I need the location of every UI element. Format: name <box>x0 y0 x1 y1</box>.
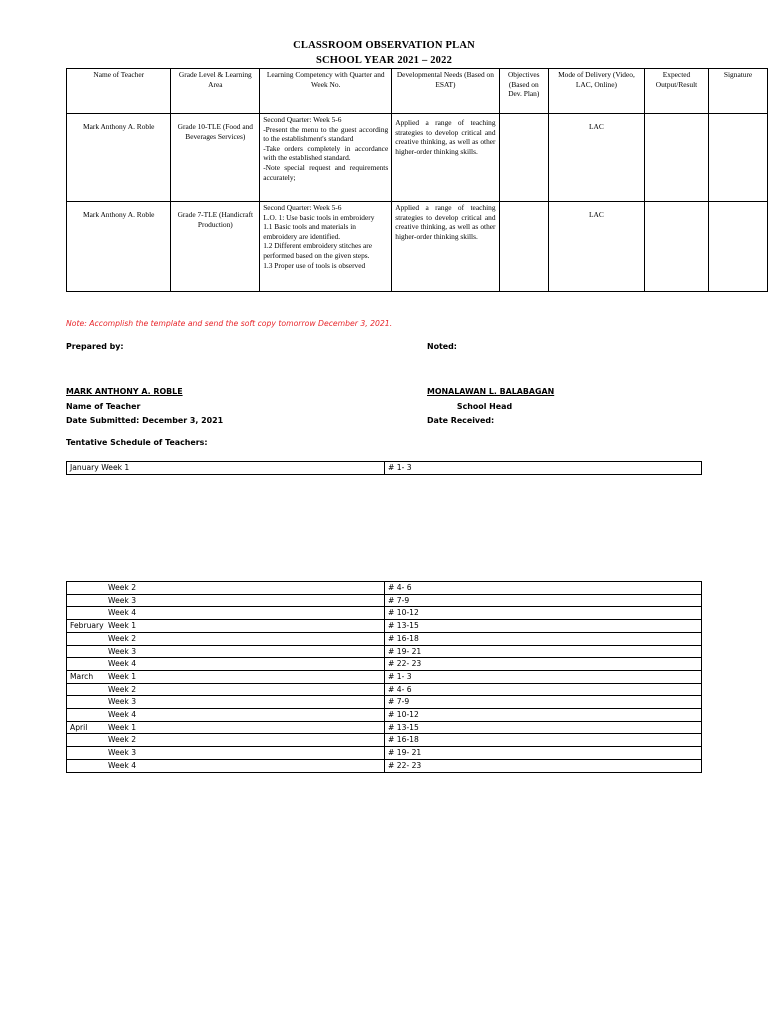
schedule-week: Week 2 <box>108 735 137 745</box>
schedule-row <box>67 462 702 475</box>
competency-line: -Take orders completely in accordance with the established standard. <box>263 143 389 163</box>
competency-cell <box>260 202 392 292</box>
column-header: Developmental Needs (Based on ESAT) <box>392 69 499 114</box>
teacher-cell: Mark Anthony A. Roble <box>67 202 171 292</box>
schedule-week: Week 4 <box>108 608 137 618</box>
table-row <box>67 114 768 202</box>
schedule-week: Week 4 <box>108 760 137 770</box>
column-header: Signature <box>709 69 768 114</box>
prepared-by-label: Prepared by: <box>66 342 124 351</box>
schedule-row <box>67 645 702 658</box>
schedule-week-cell <box>67 670 385 683</box>
observation-plan-table <box>66 68 768 292</box>
teacher-name: MARK ANTHONY A. ROBLE <box>66 387 183 396</box>
schedule-month: February <box>70 621 104 631</box>
schedule-week-cell <box>67 582 385 595</box>
schedule-week-cell <box>67 462 385 475</box>
grade-cell: Grade 10-TLE (Food and Beverages Services) <box>171 114 260 202</box>
schedule-row <box>67 594 702 607</box>
schedule-week: Week 3 <box>108 595 137 605</box>
schedule-row <box>67 759 702 772</box>
schedule-range-cell: # 10-12 <box>385 607 702 620</box>
competency-line: -Note special request and requirements accurately; <box>263 162 389 182</box>
schedule-range-cell: # 13-15 <box>385 721 702 734</box>
competency-line: 1.1 Basic tools and materials in embroidery are identified. <box>263 222 356 241</box>
schedule-row <box>67 620 702 633</box>
schedule-range-cell: # 16-18 <box>385 734 702 747</box>
schedule-week: Week 4 <box>108 659 137 669</box>
schedule-week-cell <box>67 607 385 620</box>
grade-cell: Grade 7-TLE (Handicraft Production) <box>171 202 260 292</box>
schedule-week: Week 3 <box>108 748 137 758</box>
schedule-week-cell <box>67 721 385 734</box>
schedule-week: Week 4 <box>108 710 137 720</box>
output-cell <box>644 202 708 292</box>
schedule-week-cell <box>67 747 385 760</box>
schedule-week: Week 2 <box>108 684 137 694</box>
schedule-row <box>67 721 702 734</box>
schedule-range-cell: # 13-15 <box>385 620 702 633</box>
schedule-month: March <box>70 671 94 681</box>
schedule-row <box>67 747 702 760</box>
schedule-title: Tentative Schedule of Teachers: <box>66 438 208 447</box>
schedule-row <box>67 670 702 683</box>
needs-cell: Applied a range of teaching strategies to develop critical and creative thinking, as well as other higher-order thinking skills. <box>392 202 499 292</box>
column-header: Mode of Delivery (Video, LAC, Online) <box>548 69 644 114</box>
teacher-cell: Mark Anthony A. Roble <box>67 114 171 202</box>
objectives-cell <box>499 114 548 202</box>
competency-line: -Present the menu to the guest according to the establishment's standard <box>263 124 389 144</box>
schedule-week-cell <box>67 645 385 658</box>
schedule-week: Week 3 <box>108 646 137 656</box>
school-head-role: School Head <box>456 402 513 411</box>
schedule-week: Week 1 <box>101 463 130 472</box>
column-header: Objectives (Based on Dev. Plan) <box>499 69 548 114</box>
schedule-row <box>67 696 702 709</box>
schedule-range-cell: # 10-12 <box>385 709 702 722</box>
schedule-range-cell: # 4- 6 <box>385 582 702 595</box>
competency-line: 1.2 Different embroidery stitches are performed based on the given steps. <box>263 241 373 260</box>
table-header-row <box>67 69 768 114</box>
schedule-week-cell <box>67 696 385 709</box>
competency-line: Second Quarter: Week 5-6 <box>263 203 342 212</box>
signature-cell <box>709 202 768 292</box>
competency-line: L.O. 1: Use basic tools in embroidery <box>263 212 375 222</box>
mode-cell: LAC <box>548 202 644 292</box>
column-header: Expected Output/Result <box>644 69 708 114</box>
note-text: Note: Accomplish the template and send the soft copy tomorrow December 3, 2021. <box>66 319 393 328</box>
schedule-week-cell <box>67 658 385 671</box>
schedule-row <box>67 734 702 747</box>
competency-cell <box>260 114 392 202</box>
competency-line: Second Quarter: Week 5-6 <box>263 115 342 124</box>
objectives-cell <box>499 202 548 292</box>
schedule-week-cell <box>67 594 385 607</box>
schedule-month: January <box>70 463 99 472</box>
table-row <box>67 202 768 292</box>
schedule-range-cell: # 7-9 <box>385 696 702 709</box>
schedule-week-cell <box>67 734 385 747</box>
signature-cell <box>709 114 768 202</box>
schedule-row <box>67 582 702 595</box>
school-head-name: MONALAWAN L. BALABAGAN <box>427 387 555 396</box>
schedule-week-cell <box>67 632 385 645</box>
schedule-row <box>67 709 702 722</box>
schedule-month: April <box>70 722 88 732</box>
schedule-row <box>67 632 702 645</box>
schedule-range-cell: # 1- 3 <box>385 670 702 683</box>
schedule-week: Week 3 <box>108 697 137 707</box>
schedule-row <box>67 683 702 696</box>
output-cell <box>644 114 708 202</box>
document-title: CLASSROOM OBSERVATION PLAN <box>293 40 475 51</box>
teacher-role: Name of Teacher <box>66 402 141 411</box>
column-header: Name of Teacher <box>67 69 171 114</box>
schedule-week-cell <box>67 709 385 722</box>
schedule-first-table <box>66 461 702 475</box>
schedule-range-cell: # 22- 23 <box>385 759 702 772</box>
schedule-range-cell: # 19- 21 <box>385 747 702 760</box>
noted-label: Noted: <box>427 342 457 351</box>
schedule-range-cell: # 4- 6 <box>385 683 702 696</box>
schedule-week-cell <box>67 683 385 696</box>
column-header: Grade Level & Learning Area <box>171 69 260 114</box>
mode-cell: LAC <box>548 114 644 202</box>
schedule-week: Week 2 <box>108 583 137 592</box>
schedule-range-cell: # 16-18 <box>385 632 702 645</box>
schedule-week: Week 1 <box>108 671 137 681</box>
schedule-week: Week 1 <box>108 722 137 732</box>
schedule-range-cell: # 7-9 <box>385 594 702 607</box>
schedule-week-cell <box>67 620 385 633</box>
school-year: SCHOOL YEAR 2021 – 2022 <box>315 55 453 66</box>
schedule-week: Week 2 <box>108 633 137 643</box>
schedule-range-cell: # 22- 23 <box>385 658 702 671</box>
needs-cell: Applied a range of teaching strategies to develop critical and creative thinking, as well as other higher-order thinking skills. <box>392 114 499 202</box>
schedule-row <box>67 658 702 671</box>
competency-line: 1.3 Proper use of tools is observed <box>263 260 366 270</box>
schedule-table <box>66 581 702 773</box>
schedule-range-cell: # 1- 3 <box>385 462 702 475</box>
column-header: Learning Competency with Quarter and Week No. <box>260 69 392 114</box>
date-submitted: Date Submitted: December 3, 2021 <box>66 416 224 425</box>
date-received: Date Received: <box>427 416 495 425</box>
schedule-week: Week 1 <box>108 621 137 631</box>
schedule-range-cell: # 19- 21 <box>385 645 702 658</box>
schedule-row <box>67 607 702 620</box>
schedule-week-cell <box>67 759 385 772</box>
